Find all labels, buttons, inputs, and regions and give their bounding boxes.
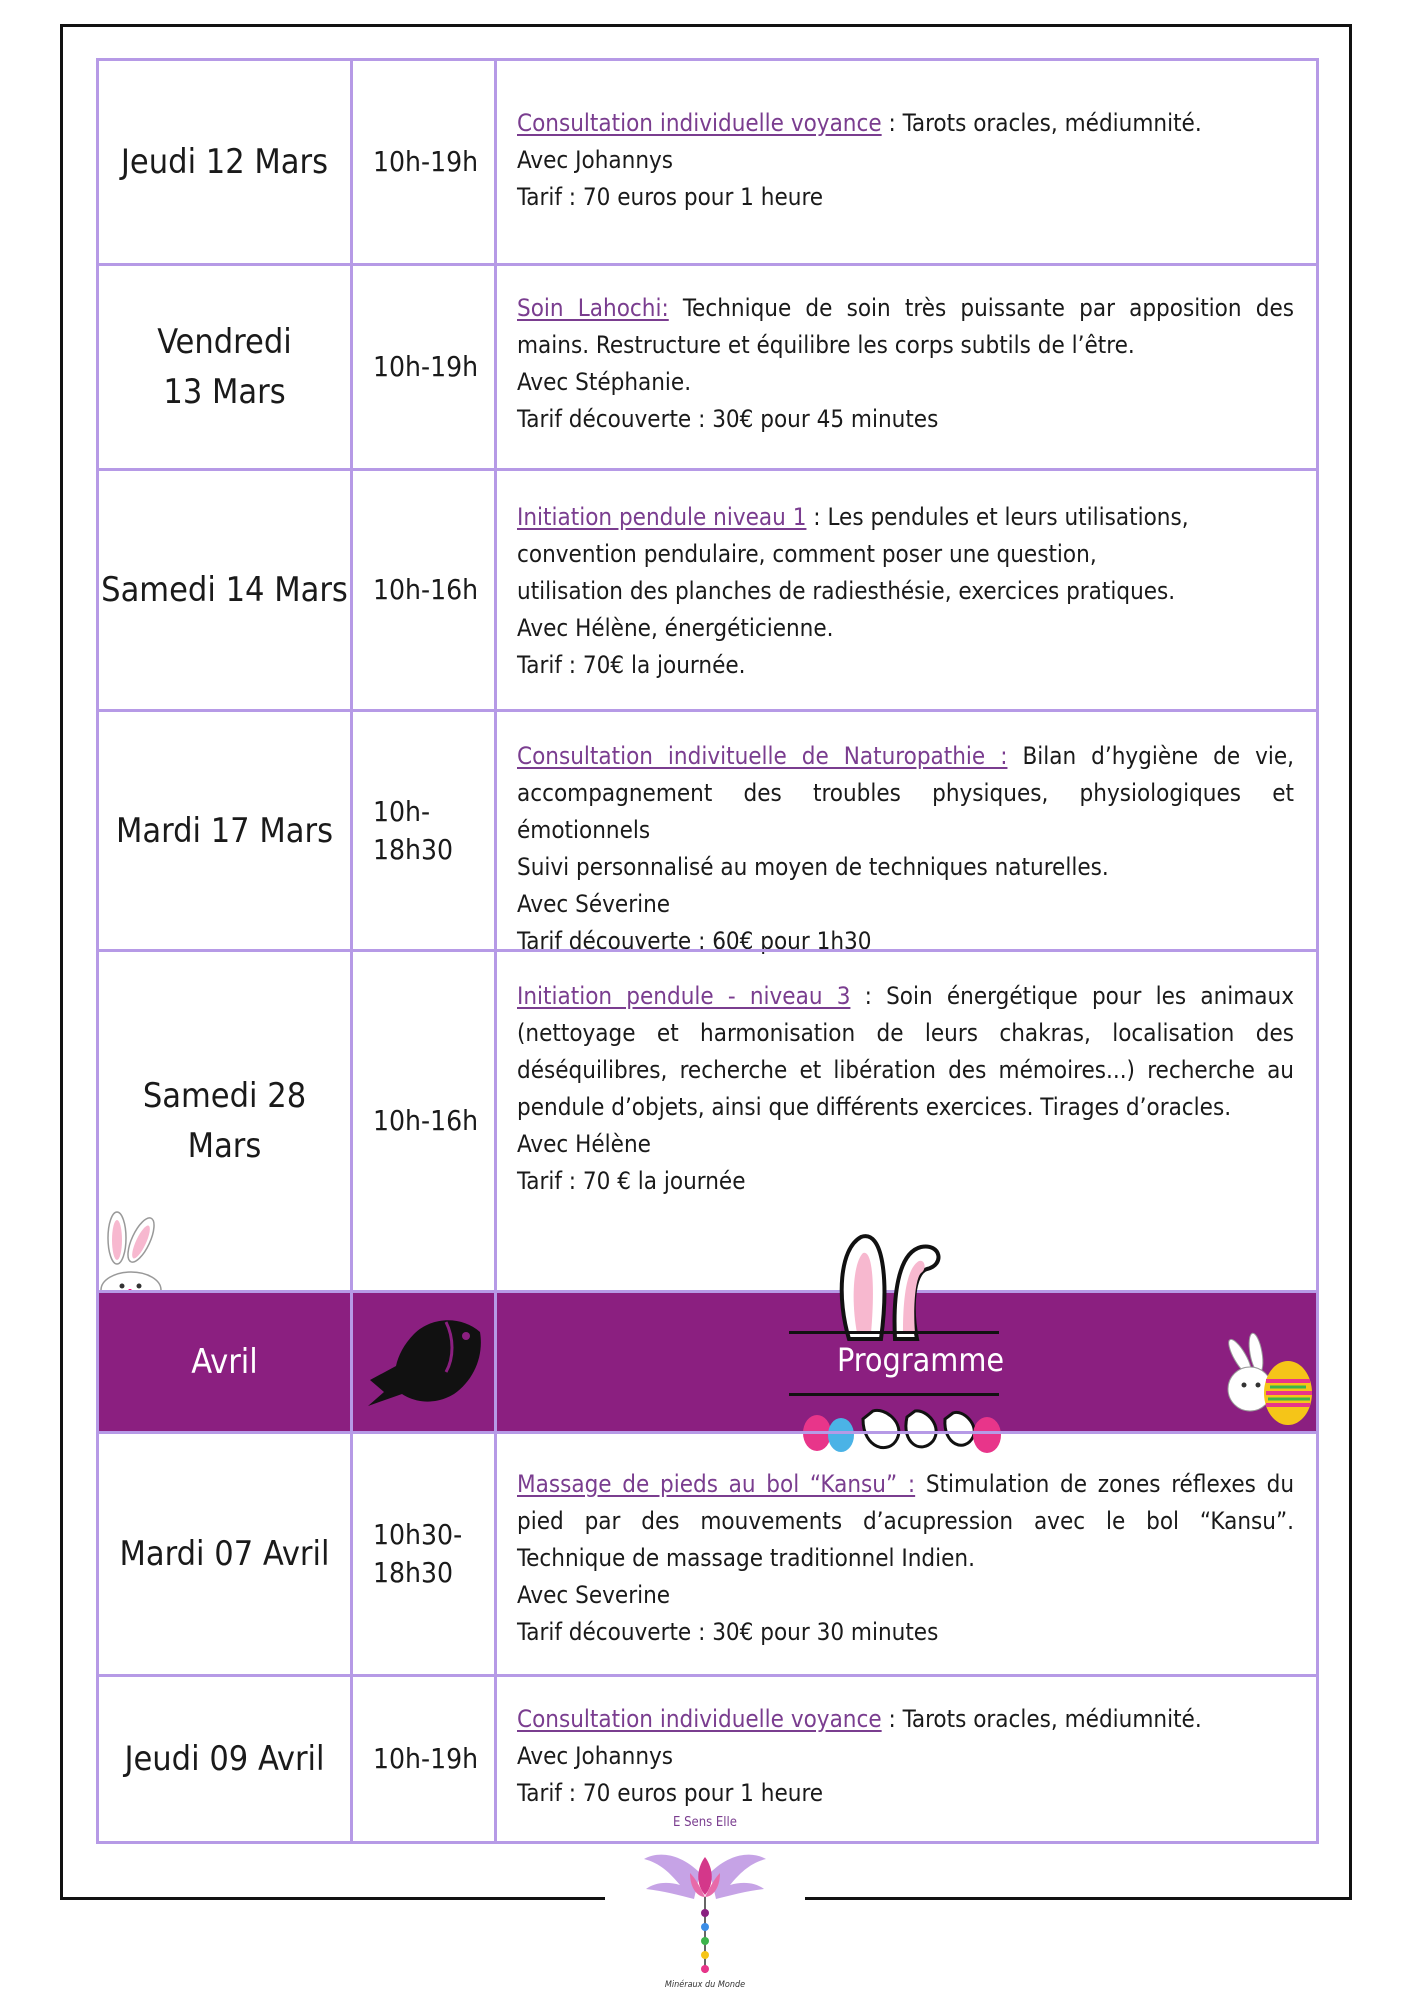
time-cell [353,1434,497,1674]
page-frame-top [60,24,1352,27]
program-divider-top [789,1331,999,1334]
date-text: Samedi 14 Mars [101,570,348,610]
date-text: Mardi 17 Mars [115,810,333,851]
time-cell [353,712,497,949]
time-text: 10h-16h [373,1104,479,1137]
description-cell [497,712,1316,955]
bunny-egg-icon [1206,1331,1316,1431]
description-cell [497,471,1316,709]
activity-line: Tarif : 70 € la journée [517,1167,746,1195]
activity-line: Avec Hélène, énergéticienne. [517,614,834,642]
time-text: 10h-19h [373,1742,479,1775]
date-cell [99,1434,353,1674]
time-text: 10h-19h [373,145,479,178]
date-cell [99,952,353,1290]
date-cell [99,712,353,949]
date-text: Samedi 28 Mars [142,1076,307,1166]
time-text: 10h-19h [373,350,479,383]
activity-line: Tarif : 70 euros pour 1 heure [517,183,824,211]
page-frame-left [60,24,63,1900]
month-cell [99,1293,353,1431]
activity-text: : Tarots oracles, médiumnité. [881,109,1202,137]
page-frame-right [1349,24,1352,1900]
table-row [96,709,1319,955]
activity-line: Avec Johannys [517,146,674,174]
description [517,978,1294,1200]
date-cell [99,61,353,263]
time-cell [353,471,497,709]
time-text: 10h30-18h30 [373,1518,463,1589]
activity-text: Bilan d’hygiène de vie, accompagnement des troubles physiques, physiologiques et émotionnels [517,742,1294,844]
activity-line: Avec Johannys [517,1742,674,1770]
activity-line: Tarif : 70 euros pour 1 heure [517,1779,824,1807]
brand-logo [640,1815,770,1995]
logo-tagline: Minéraux du Monde [664,1980,746,1990]
page-frame-bottom-right [805,1897,1352,1900]
activity-text: : Les pendules et leurs utilisations, convention pendulaire, comment poser une question, utilisation des planches de radiesthésie, exercices pratiques. [517,503,1189,605]
table-row [96,1431,1319,1677]
activity-title: Consultation individuelle voyance [517,109,882,137]
activity-line: Tarif : 70€ la journée. [517,651,746,679]
time-cell [353,266,497,468]
month-banner [96,1290,1319,1434]
time-cell [353,952,497,1290]
activity-line: Avec Stéphanie. [517,368,692,396]
time-cell [353,61,497,263]
fish-cell [353,1293,497,1431]
description-cell [497,1434,1316,1674]
table-row [96,263,1319,471]
program-divider-bottom [789,1393,999,1396]
date-text: Vendredi 13 Mars [157,322,292,412]
description [517,1701,1294,1812]
activity-title: Initiation pendule niveau 1 [517,503,807,531]
month-label: Avril [191,1342,258,1382]
program-cell [497,1293,1316,1431]
activity-line: Suivi personnalisé au moyen de techniques naturelles. [517,853,1109,881]
activity-line: Avec Hélène [517,1130,651,1158]
table-row [96,58,1319,266]
table-row [96,949,1319,1293]
time-cell [353,1677,497,1841]
activity-title: Initiation pendule - niveau 3 [517,982,851,1010]
date-text: Mardi 07 Avril [119,1534,330,1574]
description [517,105,1294,216]
program-label: Programme [837,1341,1005,1379]
description-cell [497,266,1316,468]
date-cell [99,1677,353,1841]
activity-title: Consultation individuelle voyance [517,1705,882,1733]
logo-name: E Sens Elle [672,1815,738,1830]
page-frame-bottom-left [60,1897,605,1900]
activity-text: Technique de soin très puissante par apposition des mains. Restructure et équilibre les corps subtils de l’être. [517,294,1294,359]
time-text: 10h-16h [373,573,479,606]
bunny-peek-icon [97,1210,167,1296]
description [517,290,1294,438]
date-text: Jeudi 12 Mars [120,142,329,182]
date-cell [99,266,353,468]
activity-text: : Tarots oracles, médiumnité. [881,1705,1202,1733]
activity-title: Soin Lahochi: [517,294,669,322]
description-cell [497,61,1316,263]
activity-line: Tarif découverte : 30€ pour 45 minutes [517,405,939,433]
time-text: 10h-18h30 [373,794,454,866]
fish-icon [362,1314,486,1410]
date-text: Jeudi 09 Avril [124,1739,325,1779]
activity-line: Tarif découverte : 60€ pour 1h30 [517,927,872,955]
bunny-ears-icon [837,1229,947,1341]
date-cell [99,471,353,709]
table-row [96,468,1319,712]
activity-title: Massage de pieds au bol “Kansu” : [517,1470,916,1498]
description [517,738,1294,960]
activity-title: Consultation indivituelle de Naturopathie : [517,742,1008,770]
activity-line: Avec Séverine [517,890,671,918]
description-cell [497,1677,1316,1841]
activity-text: : Soin énergétique pour les animaux (nettoyage et harmonisation de leurs chakras, localisation des déséquilibres, recherche et libération des mémoires...) recherche au pendule d’objets, ainsi que différents exercices. Tirages d’oracles. [517,982,1294,1121]
activity-text: Stimulation de zones réflexes du pied par des mouvements d’acupression avec le bol “Kansu”. Technique de massage traditionnel Indien. [517,1470,1295,1572]
activity-line: Avec Severine [517,1581,671,1609]
description [517,499,1206,684]
description [517,1466,1294,1651]
winged-lotus-icon [640,1833,770,1979]
activity-line: Tarif découverte : 30€ pour 30 minutes [517,1618,939,1646]
